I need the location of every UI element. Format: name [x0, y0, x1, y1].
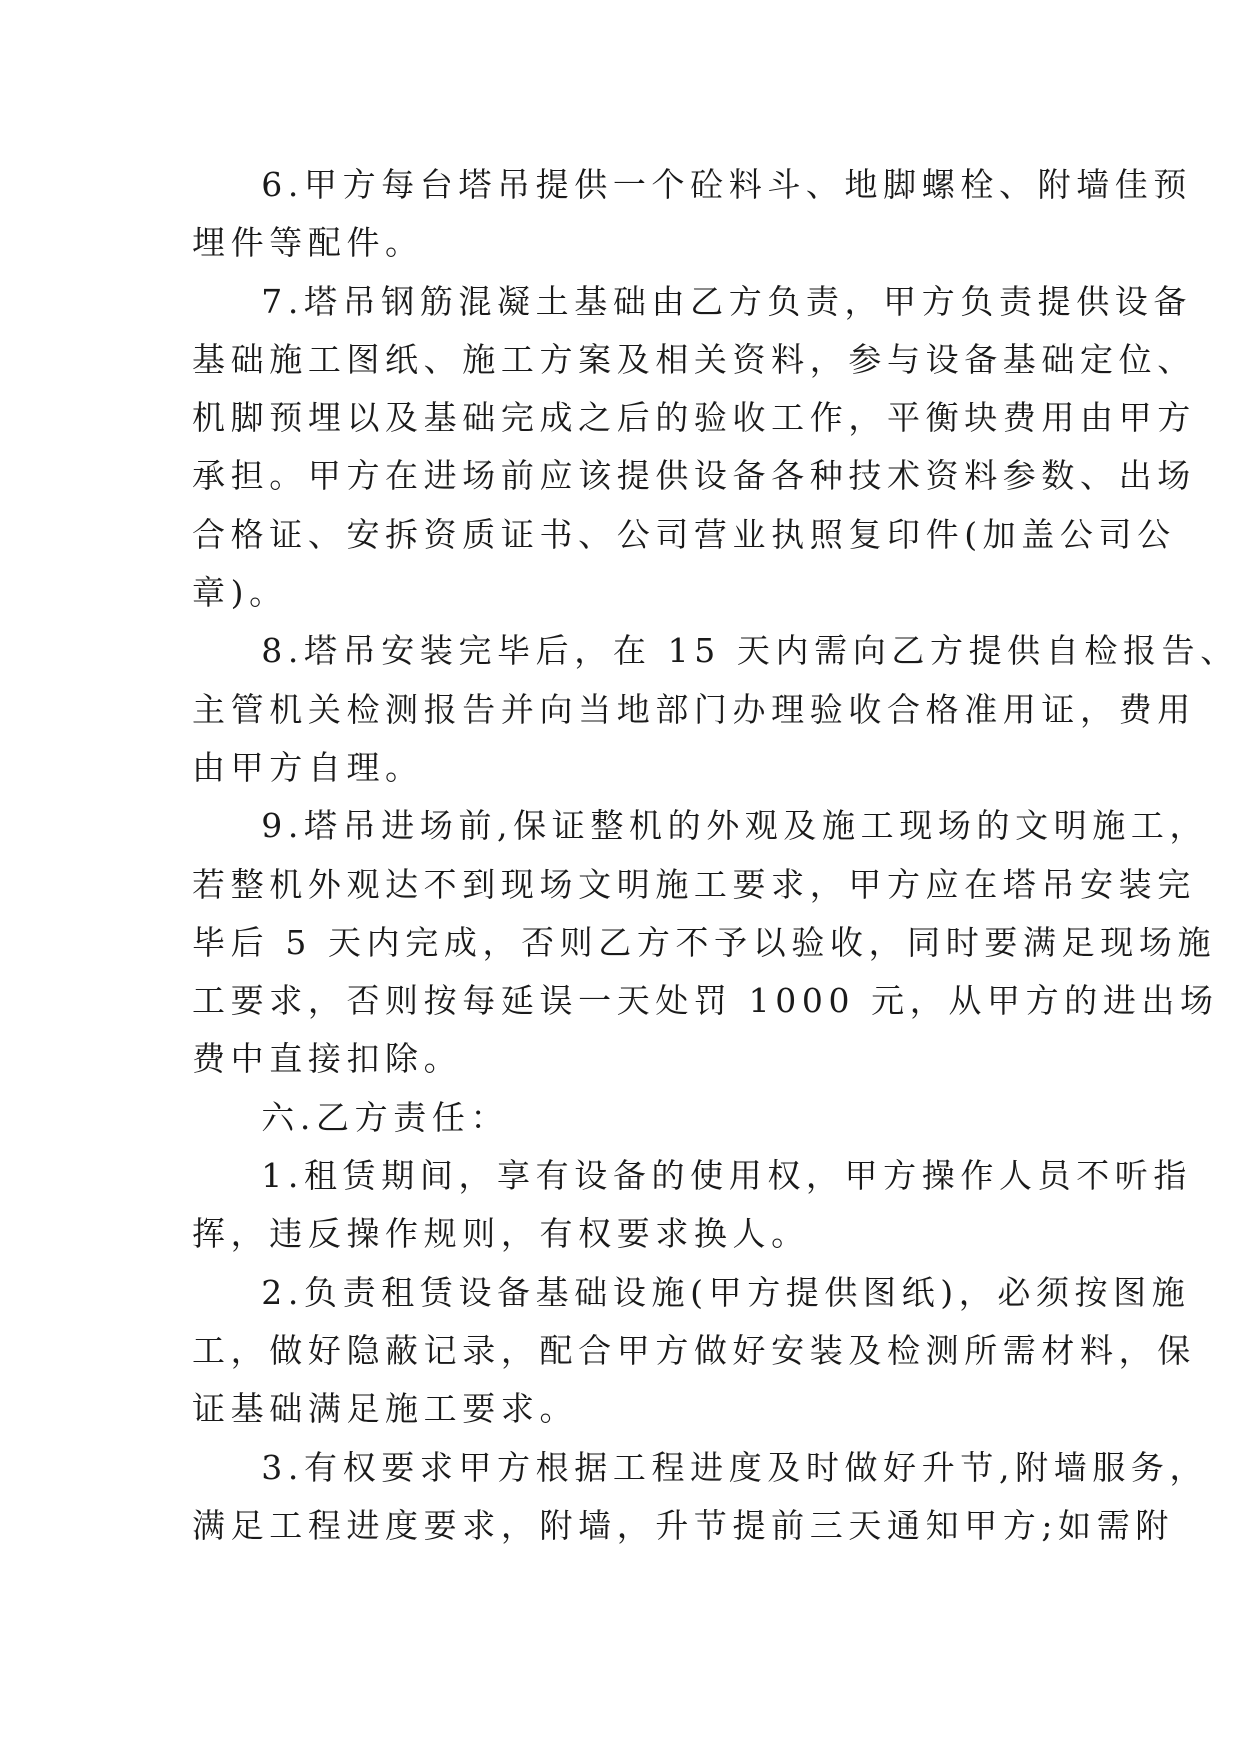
text-line: 1.租赁期间，享有设备的使用权，甲方操作人员不听指	[261, 1156, 1193, 1196]
text-line: 由甲方自理。	[192, 747, 424, 787]
text-line: 2.负责租赁设备基础设施(甲方提供图纸)，必须按图施	[261, 1272, 1191, 1312]
text-line: 章)。	[192, 573, 288, 613]
text-line: 9.塔吊进场前,保证整机的外观及施工现场的文明施工，	[261, 806, 1209, 846]
text-line: 基础施工图纸、施工方案及相关资料，参与设备基础定位、	[192, 339, 1196, 379]
paragraph-clause-7	[192, 273, 1196, 623]
text-line: 7.塔吊钢筋混凝土基础由乙方负责，甲方负责提供设备	[261, 281, 1193, 321]
text-line: 六.乙方责任：	[261, 1097, 510, 1137]
text-line: 若整机外观达不到现场文明施工要求，甲方应在塔吊安装完	[192, 864, 1196, 904]
text-line: 6.甲方每台塔吊提供一个砼料斗、地脚螺栓、附墙佳预	[261, 165, 1193, 204]
text-line: 挥，违反操作规则，有权要求换人。	[192, 1214, 810, 1254]
text-line: 8.塔吊安装完毕后，在 15 天内需向乙方提供自检报告、	[261, 631, 1239, 671]
text-line: 证基础满足施工要求。	[192, 1389, 579, 1429]
text-line: 主管机关检测报告并向当地部门办理验收合格准用证，费用	[192, 689, 1196, 729]
text-line: 工，做好隐蔽记录，配合甲方做好安装及检测所需材料，保	[192, 1330, 1196, 1370]
paragraph-b-clause-2	[192, 1264, 1196, 1439]
text-line: 承担。甲方在进场前应该提供设备各种技术资料参数、出场	[192, 456, 1196, 496]
paragraph-b-clause-3	[192, 1439, 1209, 1556]
paragraph-clause-8	[192, 622, 1239, 797]
text-line: 埋件等配件。	[192, 223, 424, 263]
paragraph-b-clause-1	[192, 1147, 1193, 1264]
text-line: 机脚预埋以及基础完成之后的验收工作，平衡块费用由甲方	[192, 398, 1196, 438]
text-line: 3.有权要求甲方根据工程进度及时做好升节,附墙服务，	[261, 1447, 1209, 1487]
text-line: 毕后 5 天内完成，否则乙方不予以验收，同时要满足现场施	[192, 922, 1217, 962]
paragraph-clause-6	[192, 156, 1193, 273]
paragraph-clause-9	[192, 797, 1219, 1088]
text-line: 费中直接扣除。	[192, 1039, 463, 1079]
text-line: 满足工程进度要求，附墙，升节提前三天通知甲方;如需附	[192, 1505, 1174, 1545]
text-line: 合格证、安拆资质证书、公司营业执照复印件(加盖公司公	[192, 514, 1176, 554]
document-body	[192, 156, 1239, 1555]
section-heading-party-b-responsibilities	[192, 1089, 1050, 1147]
text-line: 工要求，否则按每延误一天处罚 1000 元，从甲方的进出场	[192, 981, 1219, 1021]
